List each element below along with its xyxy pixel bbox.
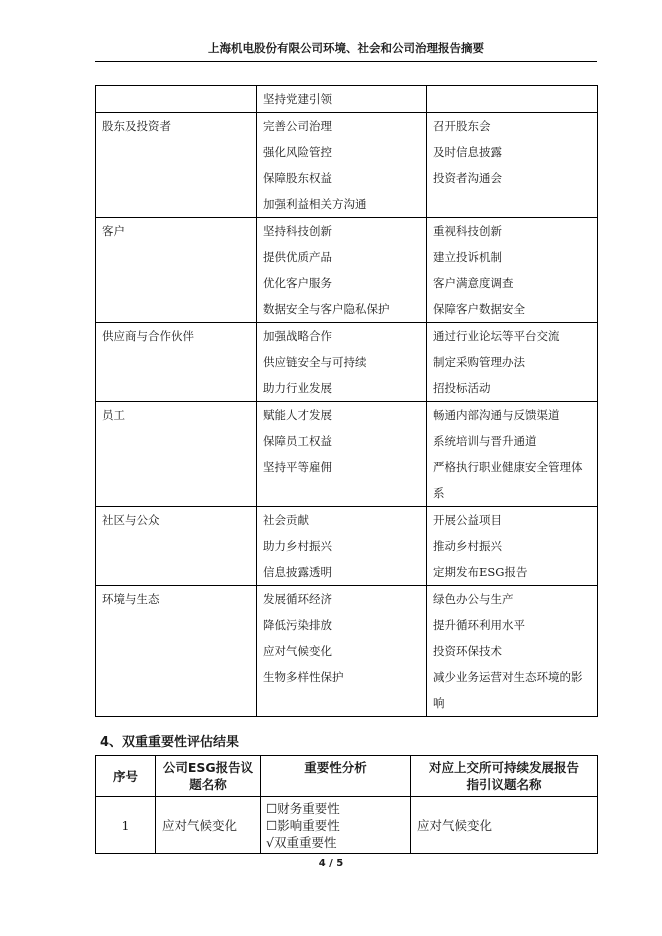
demand-item: 社会贡献 — [263, 513, 309, 527]
demand-item: 降低污染排放 — [263, 618, 332, 632]
stakeholder-demands-cell — [257, 218, 427, 323]
channel-item: 保障客户数据安全 — [433, 302, 525, 316]
header-topic — [156, 756, 261, 797]
channel-item: 推动乡村振兴 — [433, 539, 502, 553]
demand-item: 完善公司治理 — [263, 119, 332, 133]
stakeholder-channels-cell — [427, 507, 598, 586]
stakeholder-demands-cell — [257, 586, 427, 717]
page-number: 4 / 5 — [318, 858, 344, 869]
section-heading: 4、双重重要性评估结果 — [100, 735, 240, 750]
page-header: 上海机电股份有限公司环境、社会和公司治理报告摘要 — [208, 41, 484, 55]
channel-item: 及时信息披露 — [433, 145, 502, 159]
stakeholder-name: 社区与公众 — [102, 513, 160, 527]
stakeholder-name-cell — [96, 113, 257, 218]
header-guideline-line1: 对应上交所可持续发展报告 — [428, 760, 579, 775]
stakeholder-channels-cell — [427, 113, 598, 218]
stakeholder-name-cell — [96, 507, 257, 586]
demand-item: 强化风险管控 — [263, 145, 332, 159]
row-analysis — [261, 797, 411, 854]
channel-item: 制定采购管理办法 — [433, 355, 525, 369]
channel-item: 定期发布ESG报告 — [433, 565, 528, 579]
demand-item: 坚持党建引领 — [263, 92, 332, 106]
row-topic: 应对气候变化 — [156, 797, 261, 854]
stakeholder-name-cell — [96, 402, 257, 507]
stakeholder-channels-cell — [427, 218, 598, 323]
stakeholder-table — [95, 85, 598, 717]
channel-item: 客户满意度调查 — [433, 276, 514, 290]
stakeholder-demands-cell — [257, 507, 427, 586]
demand-item: 加强战略合作 — [263, 329, 332, 343]
demand-item: 坚持平等雇佣 — [263, 460, 332, 474]
channel-item: 提升循环利用水平 — [433, 618, 525, 632]
header-guideline-line2: 指引议题名称 — [466, 777, 542, 792]
stakeholder-demands-cell — [257, 113, 427, 218]
stakeholder-row — [96, 323, 598, 402]
stakeholder-channels-cell — [427, 586, 598, 717]
materiality-option: ☐影响重要性 — [266, 817, 340, 833]
demand-item: 供应链安全与可持续 — [263, 355, 367, 369]
materiality-row — [96, 797, 598, 854]
channel-item: 畅通内部沟通与反馈渠道 — [433, 408, 560, 422]
header-topic-line1: 公司ESG报告议 — [162, 760, 254, 775]
stakeholder-channels-cell — [427, 323, 598, 402]
stakeholder-demands-cell — [257, 86, 427, 113]
channel-item: 重视科技创新 — [433, 224, 502, 238]
demand-item: 优化客户服务 — [263, 276, 332, 290]
stakeholder-row — [96, 86, 598, 113]
demand-item: 保障股东权益 — [263, 171, 332, 185]
demand-item: 助力乡村振兴 — [263, 539, 332, 553]
materiality-option: √双重重要性 — [266, 834, 337, 850]
stakeholder-channels-cell — [427, 86, 598, 113]
row-num: 1 — [96, 797, 156, 854]
stakeholder-row — [96, 218, 598, 323]
stakeholder-row — [96, 586, 598, 717]
channel-item: 招投标活动 — [433, 381, 491, 395]
demand-item: 赋能人才发展 — [263, 408, 332, 422]
stakeholder-name-cell — [96, 323, 257, 402]
demand-item: 坚持科技创新 — [263, 224, 332, 238]
channel-item: 召开股东会 — [433, 119, 491, 133]
channel-item: 投资环保技术 — [433, 644, 502, 658]
demand-item: 保障员工权益 — [263, 434, 332, 448]
channel-item: 建立投诉机制 — [433, 250, 502, 264]
channel-item: 系统培训与晋升通道 — [433, 434, 537, 448]
stakeholder-row — [96, 507, 598, 586]
header-num: 序号 — [96, 756, 156, 797]
header-guideline — [411, 756, 598, 797]
demand-item: 发展循环经济 — [263, 592, 332, 606]
channel-item: 通过行业论坛等平台交流 — [433, 329, 560, 343]
demand-item: 应对气候变化 — [263, 644, 332, 658]
stakeholder-name: 客户 — [102, 224, 125, 238]
demand-item: 助力行业发展 — [263, 381, 332, 395]
materiality-table — [95, 755, 598, 854]
row-guideline: 应对气候变化 — [411, 797, 598, 854]
stakeholder-name-cell — [96, 218, 257, 323]
stakeholder-name — [102, 86, 250, 112]
demand-item: 加强利益相关方沟通 — [263, 197, 367, 211]
stakeholder-channels-cell — [427, 402, 598, 507]
materiality-header-row — [96, 756, 598, 797]
header-analysis: 重要性分析 — [261, 756, 411, 797]
demand-item: 提供优质产品 — [263, 250, 332, 264]
stakeholder-name: 股东及投资者 — [102, 119, 171, 133]
stakeholder-name: 供应商与合作伙伴 — [102, 329, 194, 343]
header-rule — [95, 61, 597, 62]
stakeholder-name: 员工 — [102, 408, 125, 422]
demand-item: 信息披露透明 — [263, 565, 332, 579]
materiality-option: ☐财务重要性 — [266, 800, 340, 816]
demand-item: 数据安全与客户隐私保护 — [263, 302, 390, 316]
stakeholder-name-cell — [96, 586, 257, 717]
demand-item: 生物多样性保护 — [263, 670, 344, 684]
stakeholder-demands-cell — [257, 323, 427, 402]
stakeholder-demands-cell — [257, 402, 427, 507]
channel-item: 绿色办公与生产 — [433, 592, 514, 606]
stakeholder-row — [96, 113, 598, 218]
channel-item: 减少业务运营对生态环境的影响 — [433, 670, 583, 710]
channel-item: 投资者沟通会 — [433, 171, 502, 185]
stakeholder-name-cell — [96, 86, 257, 113]
header-topic-line2: 题名称 — [189, 777, 227, 792]
channel-item: 开展公益项目 — [433, 513, 502, 527]
stakeholder-name: 环境与生态 — [102, 592, 160, 606]
stakeholder-row — [96, 402, 598, 507]
channel-item: 严格执行职业健康安全管理体系 — [433, 460, 583, 500]
